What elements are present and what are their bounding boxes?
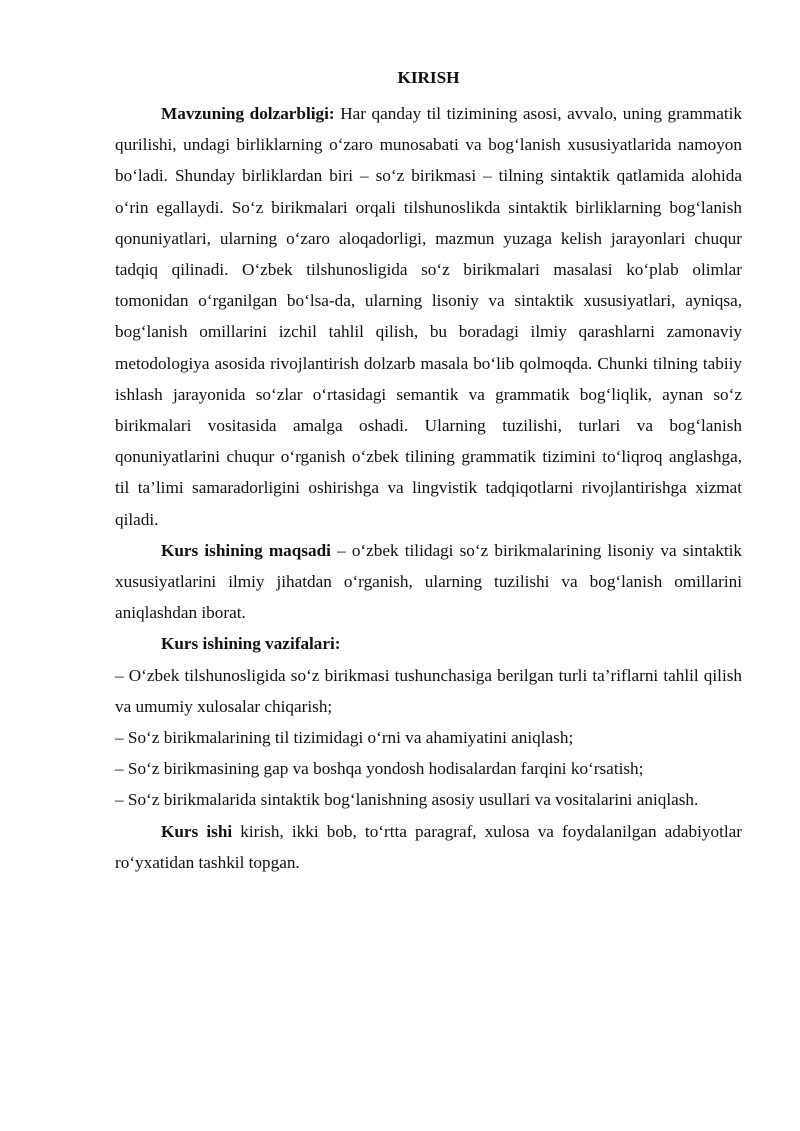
structure-text: kirish, ikki bob, to‘rtta paragraf, xulosa va foydalanilgan adabiyotlar ro‘yxatidan tashkil topgan. bbox=[115, 821, 742, 872]
tasks-heading-paragraph bbox=[115, 628, 742, 659]
document-body bbox=[115, 68, 742, 878]
task-item: – So‘z birikmalarida sintaktik bog‘lanishning asosiy usullari va vositalarini aniqlash. bbox=[115, 790, 699, 810]
task-item: – So‘z birikmasining gap va boshqa yondosh hodisalardan farqini ko‘rsatish; bbox=[115, 759, 644, 779]
goal-paragraph bbox=[115, 535, 742, 629]
task-item: – O‘zbek tilshunosligida so‘z birikmasi tushunchasiga berilgan turli ta’riflarni tahlil qilish va umumiy xulosalar chiqarish; bbox=[115, 665, 742, 716]
goal-heading: Kurs ishining maqsadi bbox=[161, 540, 331, 560]
relevance-text: Har qanday til tizimining asosi, avvalo, uning grammatik qurilishi, undagi birliklarning o‘zaro munosabati va bog‘lanish xususiyatlarida namoyon bo‘ladi. Shunday birliklardan biri – so‘z birikmasi – tilning sintaktik qatlamida alohida o‘rin egallaydi. So‘z birikmalari orqali tilshunoslikda sintaktik birliklarning bog‘lanish qonuniyatlari, ularning o‘zaro aloqadorligi, mazmun yuzaga kelish jarayonlari chuqur tadqiq qilinadi. O‘zbek tilshunosligida so‘z birikmalari masalasi ko‘plab olimlar tomonidan o‘rganilgan bo‘lsa-da, ularning lisoniy va sintaktik xususiyatlari, ayniqsa, bog‘lanish omillarini izchil tahlil qilish, bu boradagi ilmiy qarashlarni zamonaviy metodologiya asosida rivojlantirish dolzarb masala bo‘lib qolmoqda. Chunki tilning tabiiy ishlash jarayonida so‘zlar o‘rtasidagi semantik va grammatik bog‘liqlik, aynan so‘z birikmalari vositasida amalga oshadi. Ularning tuzilishi, turlari va bog‘lanish qonuniyatlarini chuqur o‘rganish o‘zbek tilining grammatik tizimini to‘liqroq anglashga, til ta’limi samaradorligini oshirishga va lingvistik tadqiqotlarni rivojlantirishga xizmat qiladi. bbox=[115, 104, 742, 529]
tasks-heading: Kurs ishining vazifalari: bbox=[161, 634, 341, 654]
page-title: KIRISH bbox=[397, 68, 460, 87]
structure-paragraph bbox=[115, 816, 742, 878]
relevance-paragraph bbox=[115, 98, 742, 535]
relevance-heading: Mavzuning dolzarbligi: bbox=[161, 104, 335, 123]
structure-heading: Kurs ishi bbox=[161, 821, 233, 841]
task-item: – So‘z birikmalarining til tizimidagi o‘rni va ahamiyatini aniqlash; bbox=[115, 728, 574, 748]
goal-text: – o‘zbek tilidagi so‘z birikmalarining lisoniy va sintaktik xususiyatlarini ilmiy jihatdan o‘rganish, ularning tuzilishi va bog‘lanish omillarini aniqlashdan iborat. bbox=[115, 540, 742, 623]
